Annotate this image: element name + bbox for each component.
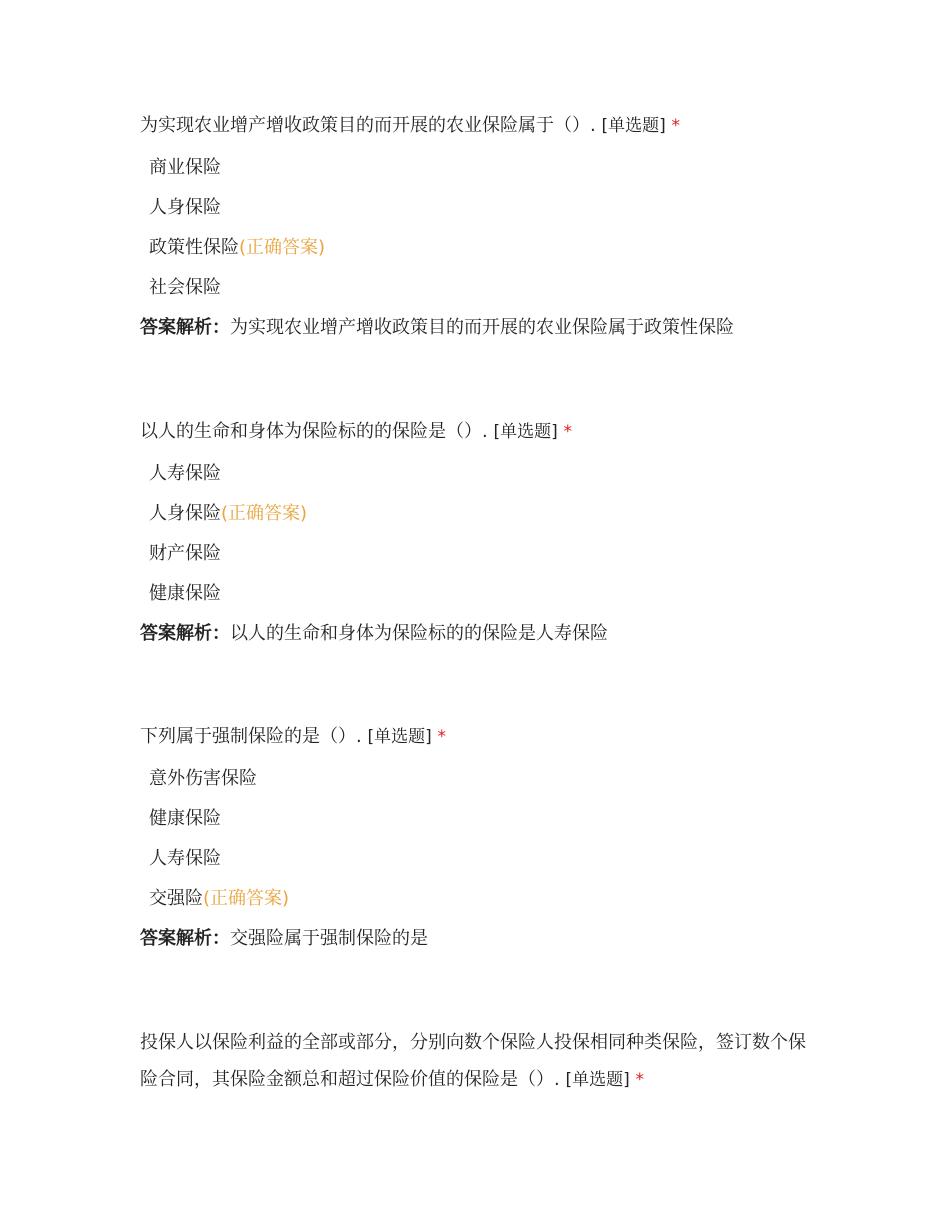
question-1 <box>140 107 820 348</box>
option-item[interactable] <box>140 188 820 228</box>
question-type: [单选题] <box>367 727 432 747</box>
required-asterisk: * <box>635 1070 644 1090</box>
answer-analysis <box>140 919 820 959</box>
question-title <box>140 718 820 756</box>
answer-analysis <box>140 308 820 348</box>
question-text: 下列属于强制保险的是（）. <box>140 726 362 747</box>
question-title <box>140 107 820 145</box>
correct-answer-tag: (正确答案) <box>239 237 326 258</box>
option-item[interactable] <box>140 268 820 308</box>
analysis-label: 答案解析： <box>140 928 230 949</box>
option-label: 人寿保险 <box>149 463 221 484</box>
analysis-text: 交强险属于强制保险的是 <box>230 928 428 949</box>
question-title <box>140 1024 820 1099</box>
option-label: 交强险 <box>149 888 203 909</box>
analysis-text: 以人的生命和身体为保险标的的保险是人寿保险 <box>230 623 608 644</box>
question-type: [单选题] <box>601 116 666 136</box>
question-type: [单选题] <box>565 1070 630 1090</box>
option-item[interactable] <box>140 534 820 574</box>
analysis-label: 答案解析： <box>140 623 230 644</box>
option-list <box>140 148 820 308</box>
option-list <box>140 759 820 919</box>
correct-answer-tag: (正确答案) <box>221 503 308 524</box>
option-label: 人身保险 <box>149 197 221 218</box>
question-4 <box>140 1024 820 1099</box>
analysis-label: 答案解析： <box>140 317 230 338</box>
option-label: 政策性保险 <box>149 237 239 258</box>
option-item[interactable] <box>140 454 820 494</box>
option-label: 健康保险 <box>149 583 221 604</box>
option-label: 人身保险 <box>149 503 221 524</box>
question-title <box>140 413 820 451</box>
question-type: [单选题] <box>493 422 558 442</box>
option-label: 意外伤害保险 <box>149 768 257 789</box>
option-list <box>140 454 820 614</box>
analysis-text: 为实现农业增产增收政策目的而开展的农业保险属于政策性保险 <box>230 317 734 338</box>
option-item[interactable] <box>140 494 820 534</box>
question-text: 以人的生命和身体为保险标的的保险是（）. <box>140 421 488 442</box>
option-item[interactable] <box>140 839 820 879</box>
option-item[interactable] <box>140 759 820 799</box>
question-text: 投保人以保险利益的全部或部分，分别向数个保险人投保相同种类保险，签订数个保险合同，其保险金额总和超过保险价值的保险是（）. <box>140 1032 806 1090</box>
correct-answer-tag: (正确答案) <box>203 888 290 909</box>
required-asterisk: * <box>671 116 680 136</box>
question-text: 为实现农业增产增收政策目的而开展的农业保险属于（）. <box>140 115 596 136</box>
option-item[interactable] <box>140 799 820 839</box>
option-label: 人寿保险 <box>149 848 221 869</box>
question-3 <box>140 718 820 959</box>
required-asterisk: * <box>437 727 446 747</box>
required-asterisk: * <box>563 422 572 442</box>
question-2 <box>140 413 820 654</box>
option-label: 社会保险 <box>149 277 221 298</box>
option-item[interactable] <box>140 574 820 614</box>
option-item[interactable] <box>140 228 820 268</box>
option-label: 健康保险 <box>149 808 221 829</box>
answer-analysis <box>140 614 820 654</box>
option-item[interactable] <box>140 879 820 919</box>
option-item[interactable] <box>140 148 820 188</box>
option-label: 商业保险 <box>149 157 221 178</box>
option-label: 财产保险 <box>149 543 221 564</box>
